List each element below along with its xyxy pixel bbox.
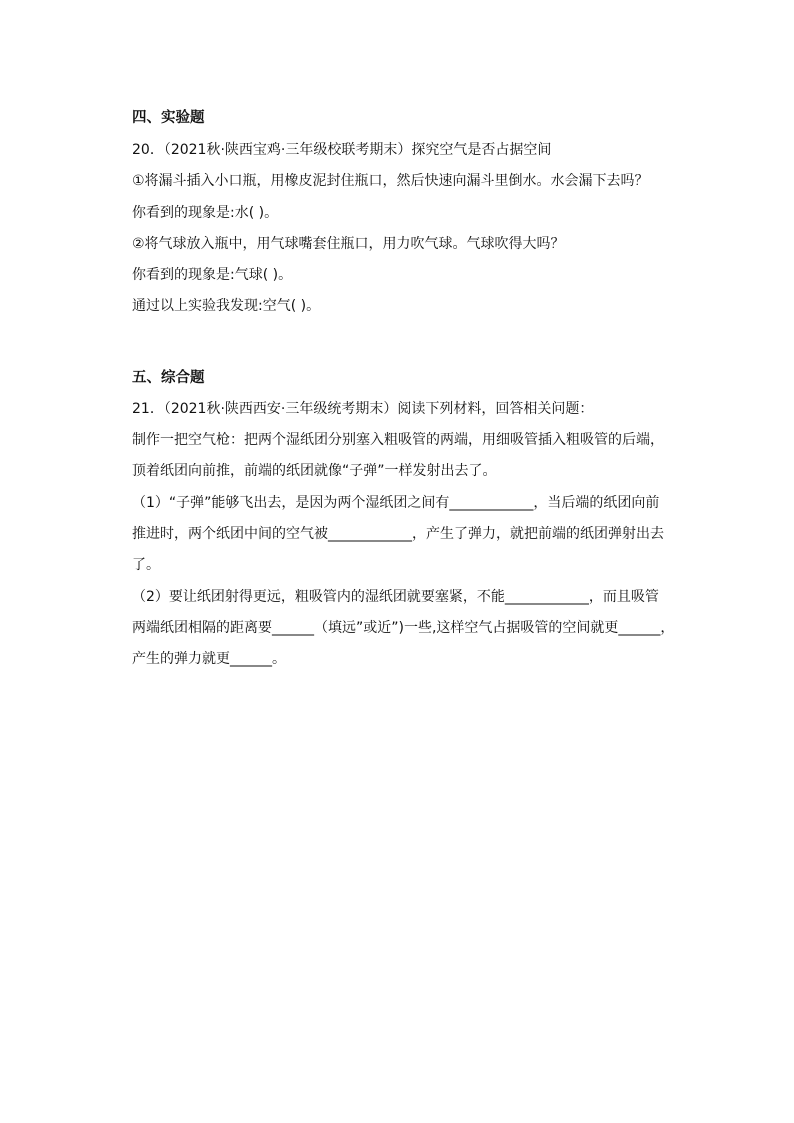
- question-21-part-1-line-2: 推进时，两个纸团中间的空气被____________，产生了弹力，就把前端的纸团弹射出去: [132, 526, 664, 542]
- question-21-part-2-line-1: （2）要让纸团射得更远，粗吸管内的湿纸团就要塞紧，不能____________，而且吸管: [132, 589, 659, 605]
- question-20-item-1: ①将漏斗插入小口瓶，用橡皮泥封住瓶口，然后快速向漏斗里倒水。水会漏下去吗？: [132, 173, 649, 189]
- question-21-part-1-line-3: 了。: [132, 557, 160, 573]
- question-21-material-line-2: 顶着纸团向前推，前端的纸团就像“子弹”一样发射出去了。: [132, 463, 497, 479]
- question-21-part-2-line-2: 两端纸团相隔的距离要______（填远”或近”)一些,这样空气占据吸管的空间就更______，: [132, 620, 675, 636]
- question-21-material-line-1: 制作一把空气枪：把两个湿纸团分别塞入粗吸管的两端，用细吸管插入粗吸管的后端，: [132, 432, 664, 448]
- question-21-header: 21．（2021秋·陕西西安·三年级统考期末）阅读下列材料，回答相关问题：: [132, 401, 594, 417]
- question-21-part-1-line-1: （1）“子弹”能够飞出去，是因为两个湿纸团之间有____________，当后端的纸团向前: [132, 495, 660, 511]
- question-20-item-2: ②将气球放入瓶中，用气球嘴套住瓶口，用力吹气球。气球吹得大吗？: [132, 236, 565, 252]
- section-5-heading: 五、综合题: [132, 370, 205, 386]
- question-20-conclusion: 通过以上实验我发现:空气( )。: [132, 298, 321, 314]
- question-20-item-2-answer: 你看到的现象是:气球( )。: [132, 267, 293, 283]
- question-20-header: 20．（2021秋·陕西宝鸡·三年级校联考期末）探究空气是否占据空间: [132, 142, 552, 158]
- question-21-part-2-line-3: 产生的弹力就更______。: [132, 651, 286, 667]
- question-20-item-1-answer: 你看到的现象是:水( )。: [132, 205, 279, 221]
- section-4-heading: 四、实验题: [132, 110, 205, 126]
